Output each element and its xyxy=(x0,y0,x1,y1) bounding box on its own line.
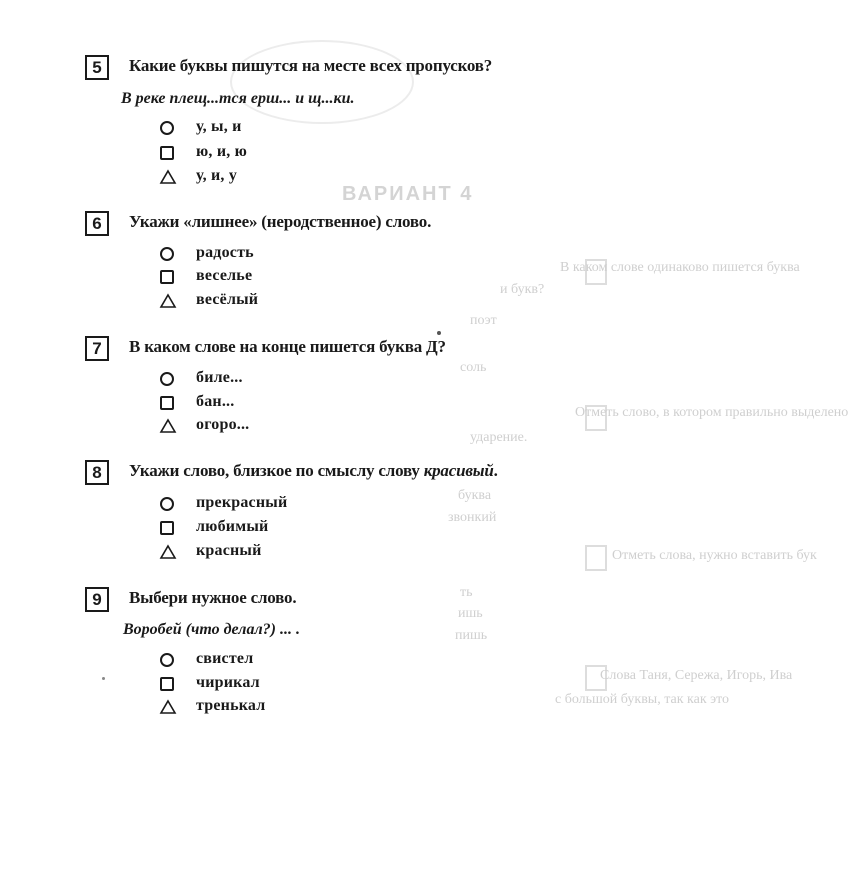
triangle-icon xyxy=(160,419,174,433)
question-prompt: Воробей (что делал?) ... . xyxy=(123,621,301,638)
option-label: весёлый xyxy=(196,291,259,308)
ghost-line: с большой буквы, так как это xyxy=(555,692,730,707)
circle-icon xyxy=(160,247,174,261)
option-label: у, и, у xyxy=(196,167,238,184)
triangle-icon xyxy=(160,170,174,184)
option-label: чирикал xyxy=(196,674,260,691)
option-label: ю, и, ю xyxy=(196,143,248,160)
ghost-line: ть xyxy=(460,585,473,600)
question-text: Выбери нужное слово. xyxy=(129,588,297,607)
circle-icon xyxy=(160,497,174,511)
triangle-icon xyxy=(160,700,174,714)
option-label: свистел xyxy=(196,650,254,667)
option-label: бан... xyxy=(196,393,235,410)
specks xyxy=(102,677,105,680)
ghost-line: Отметь слово, в котором правильно выделено xyxy=(575,405,848,420)
option-label: красный xyxy=(196,542,262,559)
square-icon xyxy=(160,521,174,535)
ghost-line: ударение. xyxy=(470,430,528,445)
square-icon xyxy=(160,677,174,691)
option-label: любимый xyxy=(196,518,269,535)
circle-icon xyxy=(160,121,174,135)
ghost-line: поэт xyxy=(470,313,497,328)
question-text: Укажи «лишнее» (неродственное) слово. xyxy=(129,212,432,231)
ghost-line: Отметь слова, нужно вставить бук xyxy=(612,548,817,563)
option-label: биле... xyxy=(196,369,243,386)
question-text-start: Укажи слово, близкое по смыслу слову xyxy=(129,461,424,480)
ghost-line: и букв? xyxy=(500,282,545,297)
circle-icon xyxy=(160,653,174,667)
ghost-line: соль xyxy=(460,360,487,375)
question-keyword: красивый xyxy=(423,461,494,480)
option-label: прекрасный xyxy=(196,494,288,511)
square-icon xyxy=(160,396,174,410)
ghost-line: буква xyxy=(458,488,492,503)
question-prompt: В реке плещ...тся ерш... и щ...ки. xyxy=(121,90,355,107)
question-number: 8 xyxy=(85,460,109,485)
triangle-icon xyxy=(160,294,174,308)
ghost-line: ишь xyxy=(458,606,483,621)
option-label: радость xyxy=(196,244,254,261)
square-icon xyxy=(160,146,174,160)
question-number: 7 xyxy=(85,336,109,361)
question-text: Какие буквы пишутся на месте всех пропусков? xyxy=(129,56,493,75)
question-text-end: . xyxy=(493,461,498,480)
circle-icon xyxy=(160,372,174,386)
question-text xyxy=(129,461,498,481)
option-label: веселье xyxy=(196,267,253,284)
ghost-line: Слова Таня, Сережа, Игорь, Ива xyxy=(600,668,793,683)
ghost-box xyxy=(585,545,607,571)
question-text: В каком слове на конце пишется буква Д? xyxy=(129,337,446,356)
ghost-line: В каком слове одинаково пишется буква xyxy=(560,260,800,275)
option-label: тренькал xyxy=(196,697,266,714)
question-number: 9 xyxy=(85,587,109,612)
ghost-line: пишь xyxy=(455,628,488,643)
question-number: 6 xyxy=(85,211,109,236)
option-label: у, ы, и xyxy=(196,118,242,135)
ghost-ornament xyxy=(230,40,414,124)
specks xyxy=(437,331,441,335)
option-label: огоро... xyxy=(196,416,250,433)
ghost-line: звонкий xyxy=(448,510,497,525)
square-icon xyxy=(160,270,174,284)
triangle-icon xyxy=(160,545,174,559)
ghost-variant-title: ВАРИАНТ 4 xyxy=(342,183,474,205)
question-number: 5 xyxy=(85,55,109,80)
